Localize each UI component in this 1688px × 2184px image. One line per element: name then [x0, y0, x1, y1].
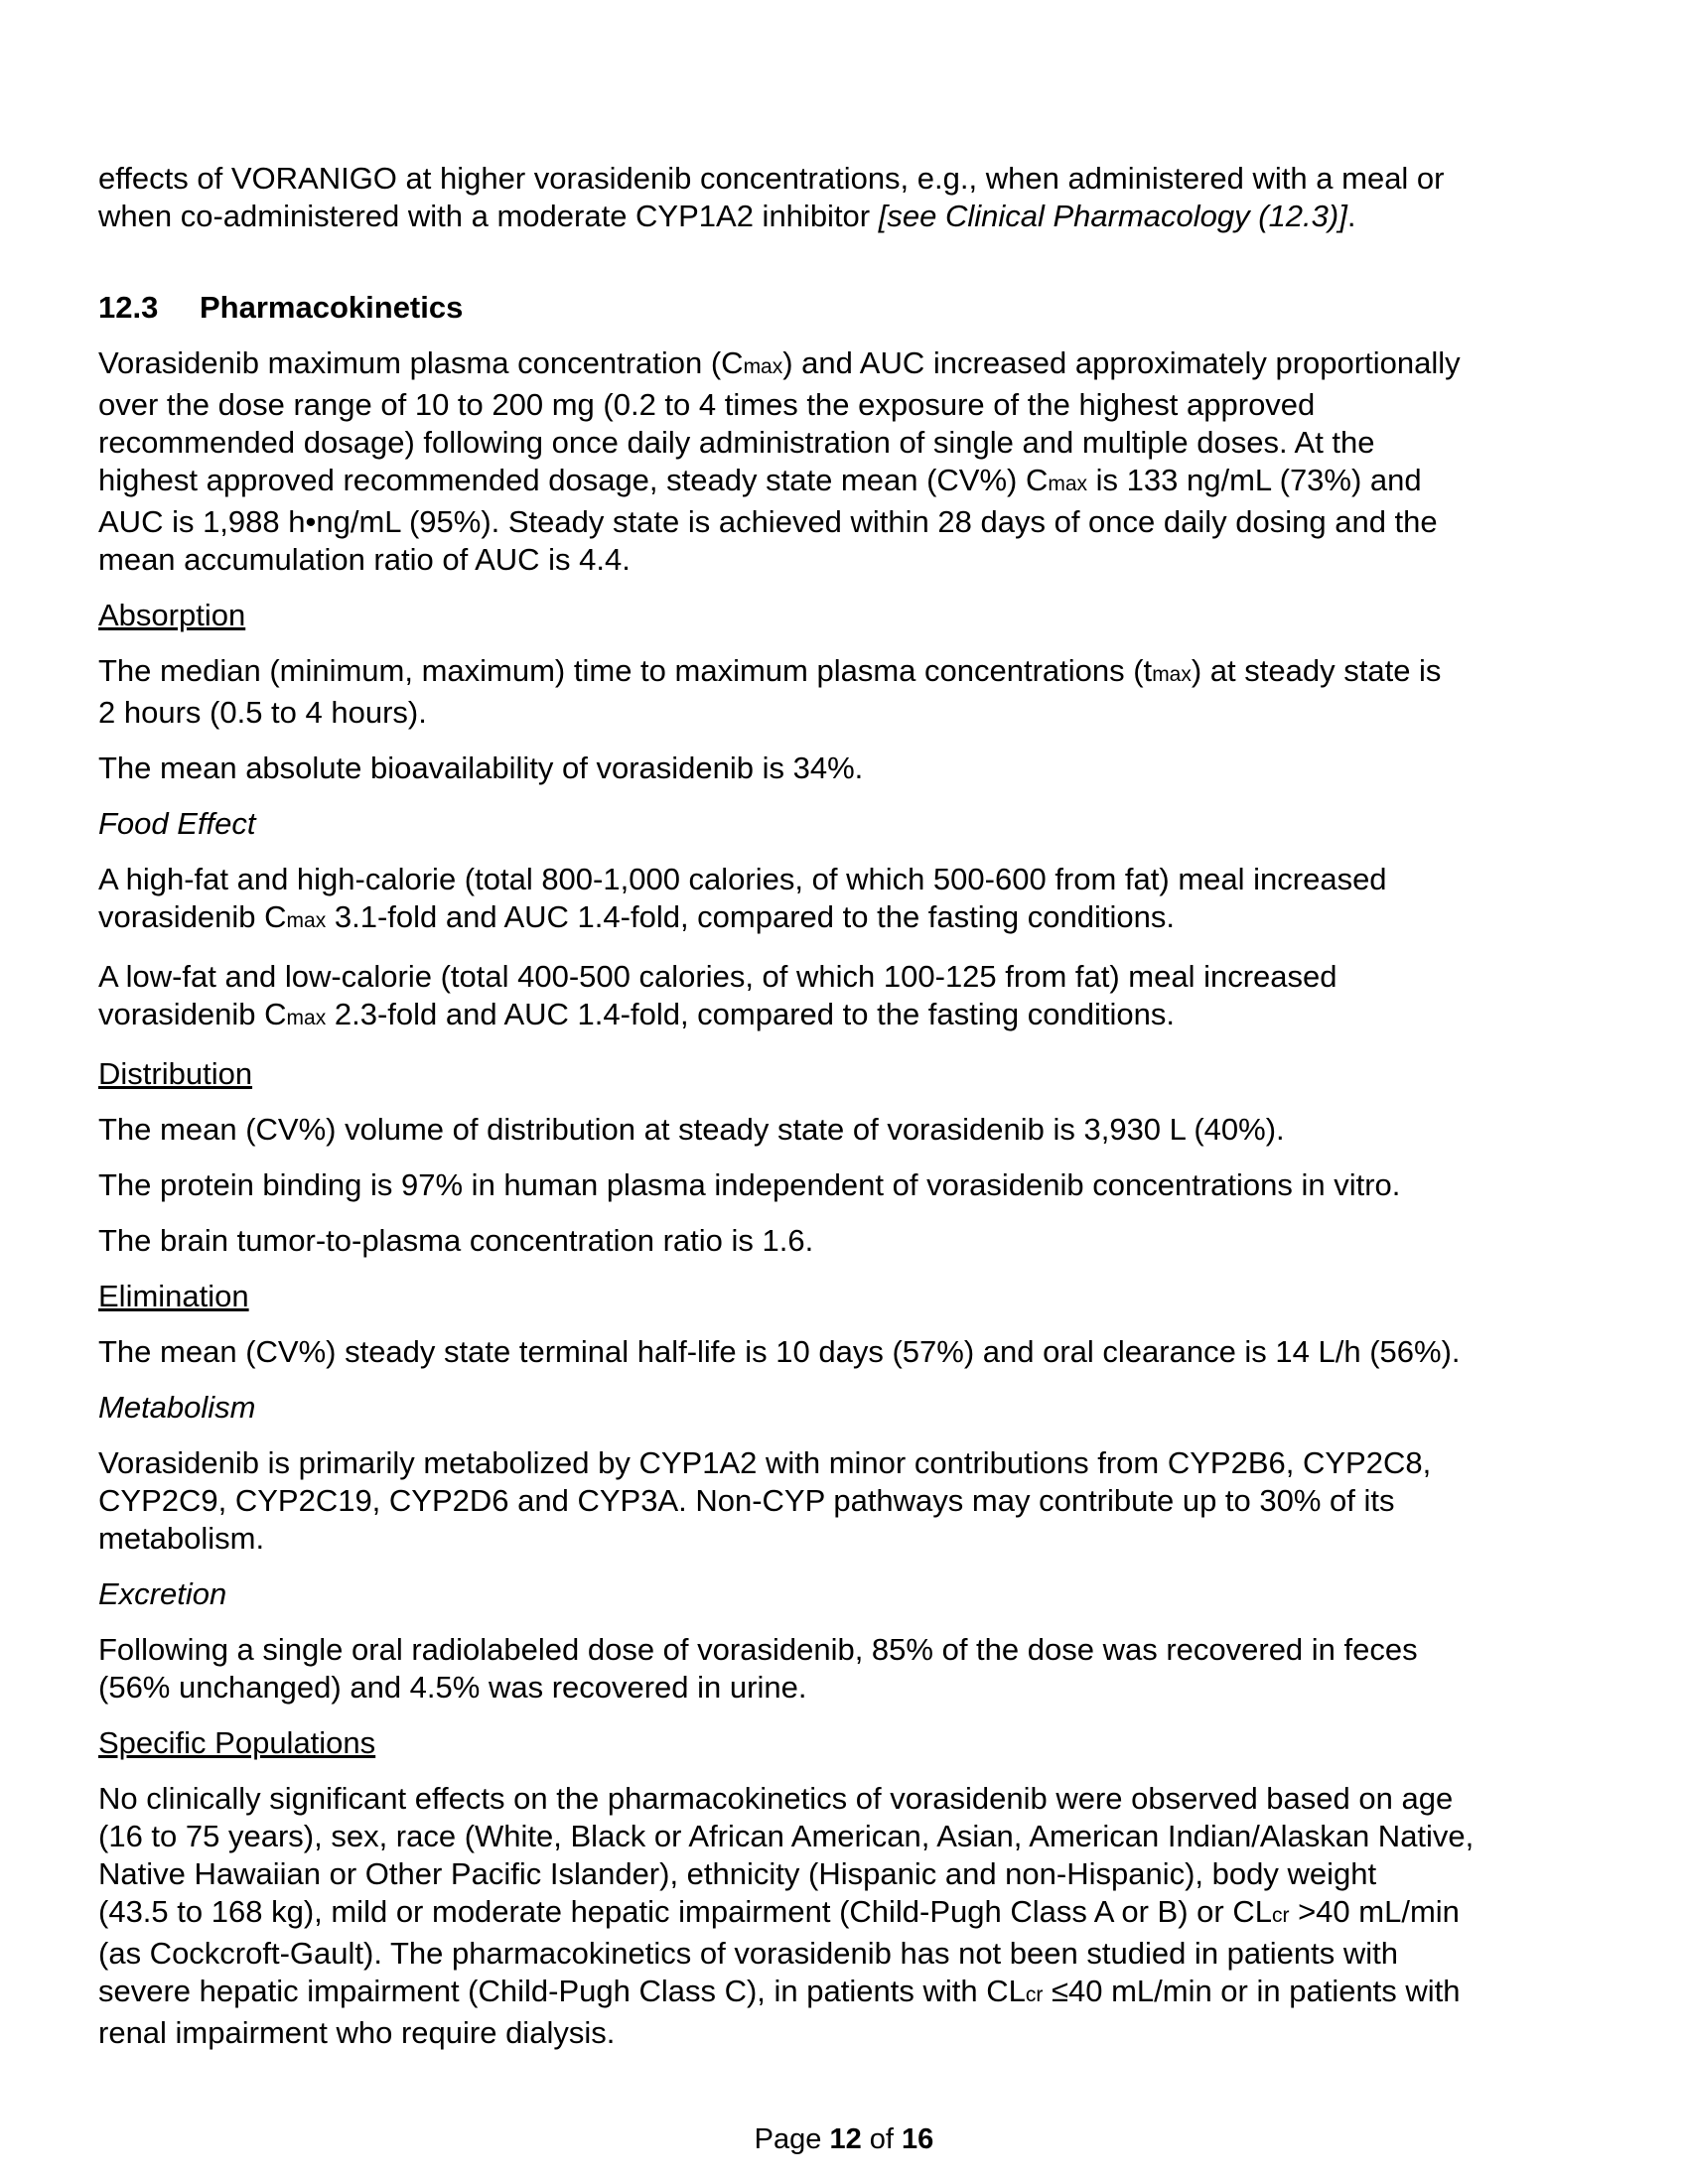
food-effect-line-1: A high-fat and high-calorie (total 800-1,000 calories, of which 500-600 from fat) meal increased — [98, 862, 1387, 896]
specific-populations-paragraph — [98, 1780, 1608, 2052]
total-page-count: 16 — [902, 2123, 934, 2155]
distribution-paragraph-2: The protein binding is 97% in human plasma independent of vorasidenib concentrations in vitro. — [98, 1167, 1401, 1202]
pk-line-4b: is 133 ng/mL (73%) and — [1087, 463, 1422, 497]
tmax-subscript: max — [1152, 663, 1192, 686]
specific-populations-line-4b: >40 mL/min — [1289, 1894, 1460, 1929]
metabolism-paragraph — [98, 1444, 1608, 1558]
pk-line-1b: ) and AUC increased approximately proportionally — [782, 345, 1461, 380]
food-effect-line-2b: 3.1-fold and AUC 1.4-fold, compared to the fasting conditions. — [326, 899, 1175, 934]
specific-populations-line-6b: ≤40 mL/min or in patients with — [1043, 1974, 1461, 2008]
intro-line-2: when co-administered with a moderate CYP1A2 inhibitor — [98, 199, 879, 233]
page-footer — [0, 2121, 1688, 2157]
section-title: Pharmacokinetics — [200, 290, 464, 325]
specific-populations-line-6a: severe hepatic impairment (Child-Pugh Class C), in patients with CL — [98, 1974, 1026, 2008]
elimination-paragraph: The mean (CV%) steady state terminal half-life is 10 days (57%) and oral clearance is 14 L/h (56%). — [98, 1334, 1461, 1369]
specific-populations-line-2: (16 to 75 years), sex, race (White, Black or African American, Asian, American Indian/Alaskan Native, — [98, 1819, 1475, 1853]
distribution-heading: Distribution — [98, 1056, 253, 1091]
food-effect-line-4a: vorasidenib C — [98, 997, 287, 1031]
intro-paragraph — [98, 160, 1608, 235]
excretion-line-1: Following a single oral radiolabeled dose of vorasidenib, 85% of the dose was recovered in feces — [98, 1632, 1418, 1667]
food-effect-line-4b: 2.3-fold and AUC 1.4-fold, compared to the fasting conditions. — [326, 997, 1175, 1031]
page-content — [98, 160, 1608, 2052]
intro-cross-reference: [see Clinical Pharmacology (12.3)] — [878, 199, 1347, 233]
intro-line-1: effects of VORANIGO at higher vorasidenib concentrations, e.g., when administered with a meal or — [98, 161, 1445, 196]
distribution-paragraph-3: The brain tumor-to-plasma concentration ratio is 1.6. — [98, 1223, 814, 1258]
metabolism-line-1: Vorasidenib is primarily metabolized by CYP1A2 with minor contributions from CYP2B6, CYP2C8, — [98, 1445, 1432, 1480]
intro-period: . — [1346, 199, 1356, 233]
food-effect-paragraph-2 — [98, 958, 1608, 1037]
absorption-line-2: 2 hours (0.5 to 4 hours). — [98, 695, 427, 730]
pk-line-3: recommended dosage) following once daily administration of single and multiple doses. At the — [98, 425, 1375, 460]
pk-line-5: AUC is 1,988 h•ng/mL (95%). Steady state is achieved within 28 days of once daily dosing and the — [98, 504, 1438, 539]
cmax-subscript: max — [1048, 473, 1088, 495]
absorption-paragraph-2: The mean absolute bioavailability of vorasidenib is 34%. — [98, 751, 864, 785]
pk-line-4a: highest approved recommended dosage, steady state mean (CV%) C — [98, 463, 1049, 497]
absorption-heading: Absorption — [98, 598, 246, 632]
metabolism-heading: Metabolism — [98, 1390, 256, 1425]
elimination-heading: Elimination — [98, 1279, 249, 1313]
excretion-heading: Excretion — [98, 1576, 227, 1611]
pk-line-6: mean accumulation ratio of AUC is 4.4. — [98, 542, 631, 577]
metabolism-line-3: metabolism. — [98, 1521, 265, 1556]
specific-populations-line-7: renal impairment who require dialysis. — [98, 2015, 616, 2050]
specific-populations-heading: Specific Populations — [98, 1725, 376, 1760]
specific-populations-line-3: Native Hawaiian or Other Pacific Islander), ethnicity (Hispanic and non-Hispanic), body weight — [98, 1856, 1377, 1891]
absorption-line-1a: The median (minimum, maximum) time to maximum plasma concentrations (t — [98, 653, 1153, 688]
food-effect-paragraph-1 — [98, 861, 1608, 940]
page-label: Page — [754, 2123, 830, 2155]
food-effect-heading: Food Effect — [98, 806, 256, 841]
specific-populations-line-5: (as Cockcroft-Gault). The pharmacokinetics of vorasidenib has not been studied in patients with — [98, 1936, 1398, 1971]
absorption-line-1b: ) at steady state is — [1191, 653, 1442, 688]
clcr-subscript: cr — [1271, 1904, 1290, 1927]
food-effect-line-2a: vorasidenib C — [98, 899, 287, 934]
pk-line-2: over the dose range of 10 to 200 mg (0.2 to 4 times the exposure of the highest approved — [98, 387, 1316, 422]
excretion-paragraph — [98, 1631, 1608, 1706]
cmax-subscript: max — [743, 355, 783, 378]
absorption-paragraph-1 — [98, 652, 1608, 732]
distribution-paragraph-1: The mean (CV%) volume of distribution at steady state of vorasidenib is 3,930 L (40%). — [98, 1112, 1285, 1147]
specific-populations-line-1: No clinically significant effects on the pharmacokinetics of vorasidenib were observed based on age — [98, 1781, 1454, 1816]
excretion-line-2: (56% unchanged) and 4.5% was recovered in urine. — [98, 1670, 807, 1705]
page-of-label: of — [861, 2123, 903, 2155]
current-page-number: 12 — [829, 2123, 862, 2155]
cmax-subscript: max — [286, 909, 327, 932]
specific-populations-line-4a: (43.5 to 168 kg), mild or moderate hepatic impairment (Child-Pugh Class A or B) or CL — [98, 1894, 1272, 1929]
food-effect-line-3: A low-fat and low-calorie (total 400-500 calories, of which 100-125 from fat) meal increased — [98, 959, 1337, 994]
cmax-subscript: max — [286, 1007, 327, 1029]
section-number: 12.3 — [98, 290, 159, 325]
pk-paragraph — [98, 344, 1608, 579]
section-heading — [98, 289, 1608, 327]
pk-line-1a: Vorasidenib maximum plasma concentration (C — [98, 345, 744, 380]
clcr-subscript: cr — [1025, 1983, 1044, 2006]
metabolism-line-2: CYP2C9, CYP2C19, CYP2D6 and CYP3A. Non-CYP pathways may contribute up to 30% of its — [98, 1483, 1395, 1518]
